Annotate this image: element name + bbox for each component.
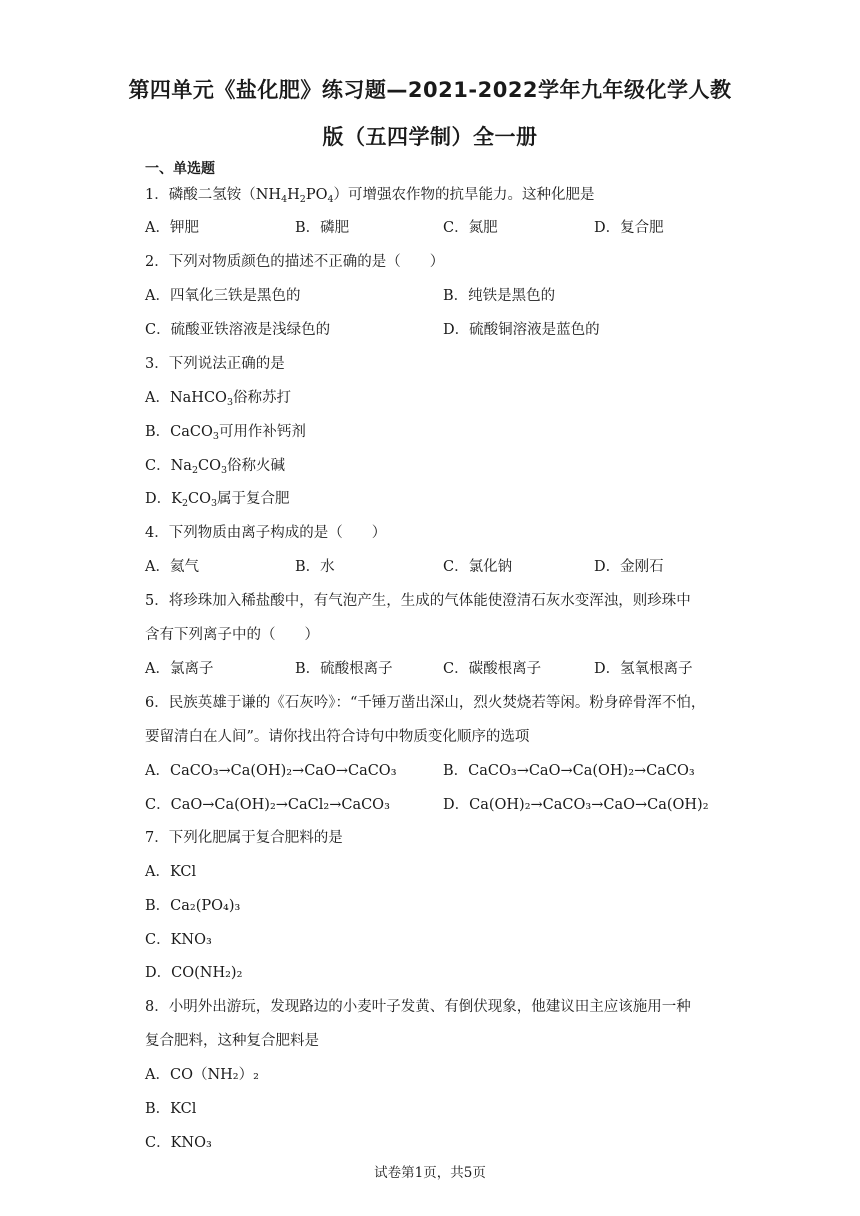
q4-option-c: C．氯化钠 bbox=[443, 559, 513, 575]
q7-option-b: B．Ca₂(PO₄)₃ bbox=[145, 898, 241, 914]
q5-option-a: A．氯离子 bbox=[145, 661, 214, 677]
question-7-stem: 7．下列化肥属于复合肥料的是 bbox=[145, 830, 343, 846]
question-8-stem-line-2: 复合肥料，这种复合肥料是 bbox=[145, 1033, 319, 1049]
q7-option-d: D．CO(NH₂)₂ bbox=[145, 965, 243, 981]
question-6-stem-line-2: 要留清白在人间”。请你找出符合诗句中物质变化顺序的选项 bbox=[145, 729, 530, 745]
question-5-stem-line-2: 含有下列离子中的（ ） bbox=[145, 627, 319, 643]
q1-option-a: A．钾肥 bbox=[145, 220, 199, 236]
q7-option-c: C．KNO₃ bbox=[145, 932, 212, 948]
q6-option-d: D．Ca(OH)₂→CaCO₃→CaO→Ca(OH)₂ bbox=[443, 797, 709, 813]
q1-option-d: D．复合肥 bbox=[594, 220, 664, 236]
question-8-stem-line-1: 8．小明外出游玩，发现路边的小麦叶子发黄、有倒伏现象，他建议田主应该施用一种 bbox=[145, 999, 691, 1015]
q8-option-a: A．CO（NH₂）₂ bbox=[145, 1067, 259, 1083]
q6-option-c: C．CaO→Ca(OH)₂→CaCl₂→CaCO₃ bbox=[145, 797, 390, 813]
q5-option-b: B．硫酸根离子 bbox=[295, 661, 393, 677]
q5-option-d: D．氢氧根离子 bbox=[594, 661, 693, 677]
question-1-stem: 1．磷酸二氢铵$(NH_4H_2PO_4)$可增强农作物的抗旱能力。这种化肥是 bbox=[145, 187, 595, 205]
q4-option-d: D．金刚石 bbox=[594, 559, 664, 575]
q2-option-c: C．硫酸亚铁溶液是浅绿色的 bbox=[145, 322, 331, 338]
question-5-stem-line-1: 5．将珍珠加入稀盐酸中，有气泡产生，生成的气体能使澄清石灰水变浑浊，则珍珠中 bbox=[145, 593, 691, 609]
q4-option-a: A．氦气 bbox=[145, 559, 199, 575]
q4-option-b: B．水 bbox=[295, 559, 335, 575]
q3-option-c: C．$Na_2CO_3$俗称火碱 bbox=[145, 458, 286, 476]
q6-option-a: A．CaCO₃→Ca(OH)₂→CaO→CaCO₃ bbox=[145, 763, 397, 779]
q7-option-a: A．KCl bbox=[145, 864, 197, 880]
q2-option-b: B．纯铁是黑色的 bbox=[443, 288, 556, 304]
question-3-stem: 3．下列说法正确的是 bbox=[145, 356, 285, 372]
q3-option-a: A．NaHCO$_3$俗称苏打 bbox=[145, 390, 291, 408]
page-footer: 试卷第1页，共5页 bbox=[374, 1165, 486, 1181]
q5-option-c: C．碳酸根离子 bbox=[443, 661, 542, 677]
q2-option-a: A．四氧化三铁是黑色的 bbox=[145, 288, 301, 304]
section-heading: 一、单选题 bbox=[145, 161, 215, 177]
q3-option-d: D．$K_2CO_3$属于复合肥 bbox=[145, 491, 290, 509]
q2-option-d: D．硫酸铜溶液是蓝色的 bbox=[443, 322, 600, 338]
question-2-stem: 2．下列对物质颜色的描述不正确的是（ ） bbox=[145, 254, 445, 270]
question-4-stem: 4．下列物质由离子构成的是（ ） bbox=[145, 525, 387, 541]
exam-title-line-1: 第四单元《盐化肥》练习题—2021-2022学年九年级化学人教 bbox=[128, 78, 732, 102]
q1-option-c: C．氮肥 bbox=[443, 220, 498, 236]
exam-title-line-2: 版（五四学制）全一册 bbox=[322, 125, 538, 149]
q6-option-b: B．CaCO₃→CaO→Ca(OH)₂→CaCO₃ bbox=[443, 763, 695, 779]
q8-option-b: B．KCl bbox=[145, 1101, 197, 1117]
q8-option-c: C．KNO₃ bbox=[145, 1135, 212, 1151]
q1-option-b: B．磷肥 bbox=[295, 220, 350, 236]
question-6-stem-line-1: 6．民族英雄于谦的《石灰吟》：“千锤万凿出深山，烈火焚烧若等闲。粉身碎骨浑不怕， bbox=[145, 695, 706, 711]
q3-option-b: B．CaCO$_3$可用作补钙剂 bbox=[145, 424, 306, 442]
